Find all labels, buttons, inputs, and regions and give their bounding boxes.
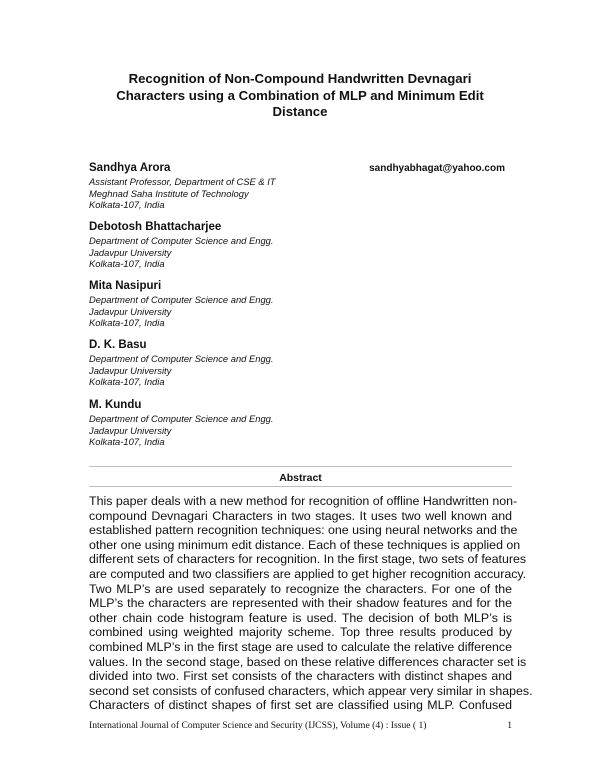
affiliation-line: Kolkata-107, India [89, 376, 165, 388]
abstract-line: This paper deals with a new method for recognition of offline Handwritten non- [89, 494, 518, 508]
abstract-line: established pattern recognition techniques: one using neural networks and the [89, 523, 518, 538]
abstract-line: values. In the second stage, based on these relative differences character set is [89, 654, 527, 669]
author-block [89, 220, 389, 270]
abstract-line: combined MLP’s in the first stage are used to calculate the relative difference [89, 639, 512, 654]
affiliation-line: Jadavpur University [89, 364, 172, 376]
author-block [89, 338, 389, 388]
abstract-line: combined using weighted majority scheme. Top three results produced by [89, 625, 512, 640]
affiliation-line: Kolkata-107, India [89, 258, 165, 270]
author-block [89, 279, 389, 329]
abstract-line: other one using minimum edit distance. Each of these techniques is applied on [89, 537, 521, 552]
affiliation-line: Kolkata-107, India [89, 436, 165, 448]
abstract-line: are computed and two classifiers are applied to get higher recognition accuracy. [89, 566, 527, 581]
abstract-line: divided into two. First set consists of the characters with distinct shapes and [89, 669, 512, 684]
affiliation-line: Department of Computer Science and Engg. [89, 413, 274, 424]
affiliation-line: Jadavpur University [89, 305, 172, 317]
abstract-line: Characters of distinct shapes of first set are classified using MLP. Confused [89, 698, 512, 713]
abstract-line: other chain code histogram feature is used. The decision of both MLP’s is [89, 610, 512, 625]
abstract-body [89, 494, 533, 713]
affiliation-line: Jadavpur University [89, 424, 172, 436]
page-footer [89, 720, 512, 731]
title-line: Characters using a Combination of MLP and Minimum Edit [116, 87, 484, 103]
affiliation-line: Meghnad Saha Institute of Technology [89, 187, 249, 199]
affiliation-line: Kolkata-107, India [89, 199, 165, 211]
paper-title [110, 71, 490, 121]
abstract-line: different sets of characters for recognition. In the first stage, two sets of features [89, 552, 527, 567]
footer-journal: International Journal of Computer Science and Security (IJCSS), Volume (4) : Issue ( 1) [89, 720, 427, 731]
affiliation-line: Kolkata-107, India [89, 317, 165, 329]
author-name: M. Kundu [89, 399, 142, 411]
affiliation-line: Department of Computer Science and Engg. [89, 235, 274, 246]
abstract-line: second set consists of confused characters, which appear very similar in shapes. [89, 683, 533, 698]
page-number: 1 [507, 720, 512, 731]
title-line: Recognition of Non-Compound Handwritten Devnagari [128, 71, 472, 86]
affiliation-line: Assistant Professor, Department of CSE & IT [89, 176, 276, 187]
author-name: Sandhya Arora [89, 162, 171, 174]
abstract-line: MLP’s the characters are represented with their shadow features and for the [89, 596, 512, 611]
abstract-top-rule [89, 466, 512, 467]
author-name: Debotosh Bhattacharjee [89, 221, 222, 233]
author-block [89, 398, 389, 448]
affiliation-line: Jadavpur University [89, 246, 172, 258]
title-line: Distance [272, 104, 328, 119]
author-email: sandhyabhagat@yahoo.com [369, 163, 505, 174]
abstract-bottom-rule [89, 486, 512, 487]
abstract-line: Two MLP’s are used separately to recognize the characters. For one of the [89, 581, 512, 596]
abstract-heading: Abstract [279, 472, 322, 484]
author-name: Mita Nasipuri [89, 280, 162, 292]
affiliation-line: Department of Computer Science and Engg. [89, 294, 274, 305]
author-block [89, 161, 389, 211]
author-name: D. K. Basu [89, 339, 147, 351]
affiliation-line: Department of Computer Science and Engg. [89, 353, 274, 364]
abstract-line: compound Devnagari Characters in two stages. It uses two well known and [89, 508, 512, 523]
